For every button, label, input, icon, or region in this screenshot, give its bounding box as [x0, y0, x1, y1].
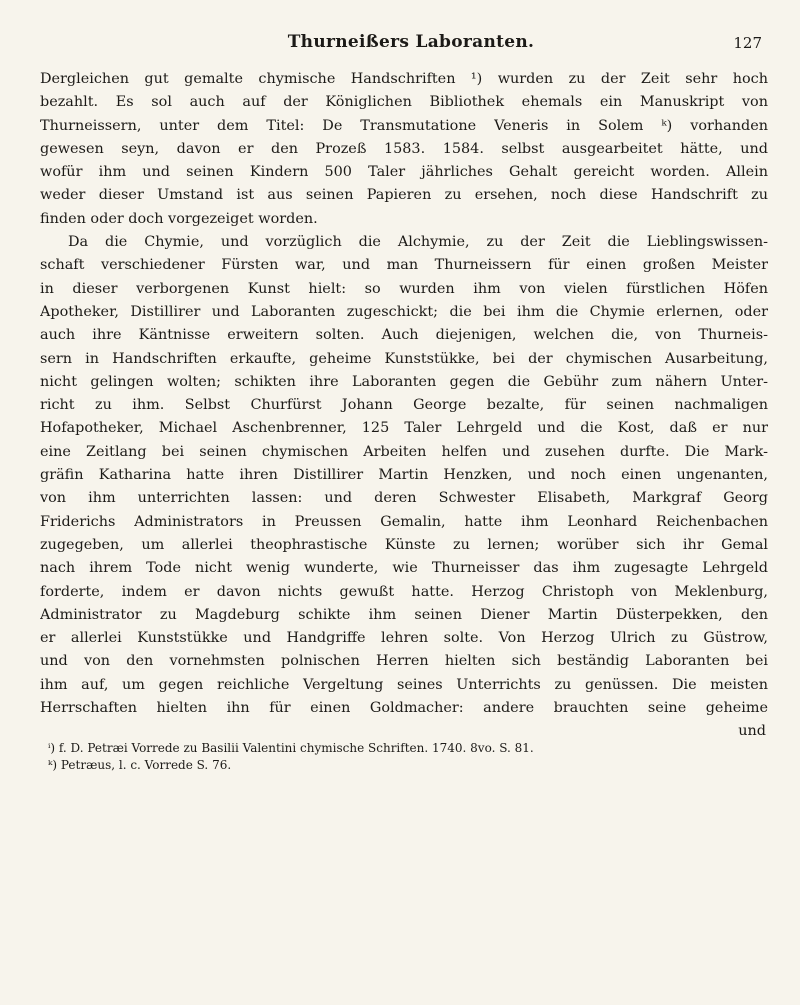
- page-number: 127: [733, 34, 762, 52]
- text-line: gräfin Katharina hatte ihren Distillirer Martin Henzken, und noch einen ungenanten,: [40, 467, 768, 484]
- footnote: ᵏ) Petræus, l. c. Vorrede S. 76.: [48, 758, 232, 773]
- text-line: finden oder doch vorgezeiget worden.: [40, 210, 318, 227]
- text-line: Da die Chymie, und vorzüglich die Alchymie, zu der Zeit die Lieblingswissen-: [68, 234, 768, 251]
- text-line: bezahlt. Es sol auch auf der Königlichen Bibliothek ehemals ein Manuskript von: [40, 94, 768, 111]
- text-line: von ihm unterrichten lassen: und deren Schwester Elisabeth, Markgraf Georg: [40, 490, 768, 507]
- text-line: nach ihrem Tode nicht wenig wunderte, wie Thurneisser das ihm zugesagte Lehrgeld: [40, 560, 768, 577]
- text-line: forderte, indem er davon nichts gewußt hatte. Herzog Christoph von Meklenburg,: [40, 583, 768, 600]
- text-line: wofür ihm und seinen Kindern 500 Taler jährliches Gehalt gereicht worden. Allein: [40, 164, 768, 181]
- page-header: [60, 32, 762, 58]
- text-line: gewesen seyn, davon er den Prozeß 1583. 1584. selbst ausgearbeitet hätte, und: [40, 140, 768, 157]
- text-line: auch ihre Käntnisse erweitern solten. Auch diejenigen, welchen die, von Thurneis-: [40, 327, 768, 344]
- running-title: Thurneißers Laboranten.: [287, 32, 535, 52]
- text-line: richt zu ihm. Selbst Churfürst Johann George bezalte, für seinen nachmaligen: [40, 397, 768, 414]
- text-line: Dergleichen gut gemalte chymische Handschriften ¹) wurden zu der Zeit sehr hoch: [40, 71, 768, 87]
- text-line: eine Zeitlang bei seinen chymischen Arbeiten helfen und zusehen durfte. Die Mark-: [40, 443, 768, 460]
- footnotes: [40, 740, 768, 774]
- footnote: ⁱ) f. D. Petræi Vorrede zu Basilii Valentini chymische Schriften. 1740. 8vo. S. 81.: [48, 741, 534, 756]
- text-line: Apotheker, Distillirer und Laboranten zugeschickt; die bei ihm die Chymie erlernen, oder: [40, 303, 768, 320]
- text-line: er allerlei Kunststükke und Handgriffe lehren solte. Von Herzog Ulrich zu Güstrow,: [40, 630, 768, 647]
- text-line: Thurneissern, unter dem Titel: De Transmutatione Veneris in Solem ᵏ) vorhanden: [40, 117, 768, 134]
- text-line: nicht gelingen wolten; schikten ihre Laboranten gegen die Gebühr zum nähern Unter-: [40, 373, 768, 390]
- catchword: und: [738, 723, 766, 740]
- text-line: zugegeben, um allerlei theophrastische Künste zu lernen; worüber sich ihr Gemal: [40, 536, 768, 553]
- text-line: schaft verschiedener Fürsten war, und man Thurneissern für einen großen Meister: [40, 257, 768, 274]
- text-line: ihm auf, um gegen reichliche Vergeltung seines Unterrichts zu genüssen. Die meisten: [40, 676, 768, 693]
- text-line: Herrschaften hielten ihn für einen Goldmacher: andere brauchten seine geheime: [40, 700, 768, 717]
- text-line: in dieser verborgenen Kunst hielt: so wurden ihm von vielen fürstlichen Höfen: [40, 280, 768, 297]
- text-line: Friderichs Administrators in Preussen Gemalin, hatte ihm Leonhard Reichenbachen: [40, 513, 768, 530]
- text-line: sern in Handschriften erkaufte, geheime Kunststükke, bei der chymischen Ausarbeitung,: [40, 350, 768, 367]
- text-line: und von den vornehmsten polnischen Herren hielten sich beständig Laboranten bei: [40, 653, 768, 670]
- text-line: Administrator zu Magdeburg schikte ihm seinen Diener Martin Düsterpekken, den: [40, 606, 768, 623]
- text-line: Hofapotheker, Michael Aschenbrenner, 125 Taler Lehrgeld und die Kost, daß er nur: [40, 420, 768, 437]
- body-text: [40, 68, 768, 774]
- text-line: weder dieser Umstand ist aus seinen Papieren zu ersehen, noch diese Handschrift zu: [40, 187, 768, 204]
